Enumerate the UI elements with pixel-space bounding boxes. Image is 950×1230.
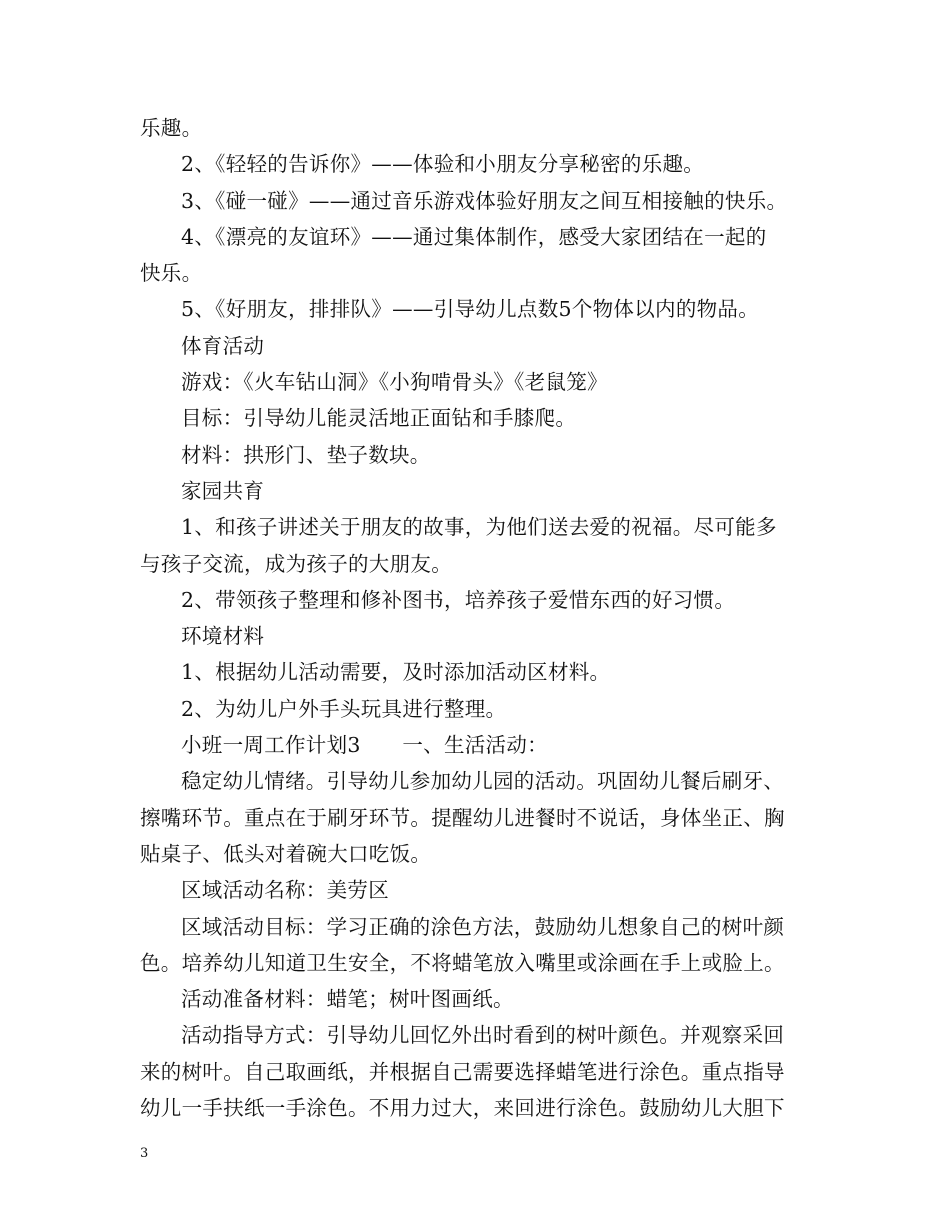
text-line: 活动准备材料：蜡笔；树叶图画纸。 xyxy=(181,987,514,1012)
text-line: 2、为幼儿户外手头玩具进行整理。 xyxy=(181,696,507,721)
text-line: 目标：引导幼儿能灵活地正面钻和手膝爬。 xyxy=(181,406,577,431)
text-line: 区域活动名称：美劳区 xyxy=(181,878,389,903)
text-line: 快乐。 xyxy=(140,261,203,286)
page-number: 3 xyxy=(140,1146,149,1161)
text-line: 2、《轻轻的告诉你》——体验和小朋友分享秘密的乐趣。 xyxy=(181,152,705,177)
text-line: 5、《好朋友，排排队》——引导幼儿点数5个物体以内的物品。 xyxy=(181,297,760,322)
text-line: 幼儿一手扶纸一手涂色。不用力过大，来回进行涂色。鼓励幼儿大胆下 xyxy=(140,1096,785,1121)
text-line: 游戏：《火车钻山洞》《小狗啃骨头》《老鼠笼》 xyxy=(181,370,608,395)
text-line: 区域活动目标：学习正确的涂色方法，鼓励幼儿想象自己的树叶颜 xyxy=(181,914,785,939)
text-line: 贴桌子、低头对着碗大口吃饭。 xyxy=(140,841,432,866)
text-line: 乐趣。 xyxy=(140,116,203,140)
text-line: 1、和孩子讲述关于朋友的故事，为他们送去爱的祝福。尽可能多 xyxy=(181,515,777,540)
text-line: 来的树叶。自己取画纸，并根据自己需要选择蜡笔进行涂色。重点指导 xyxy=(140,1059,785,1084)
text-line: 体育活动 xyxy=(181,333,265,358)
text-line: 2、带领孩子整理和修补图书，培养孩子爱惜东西的好习惯。 xyxy=(181,587,736,612)
text-line: 与孩子交流，成为孩子的大朋友。 xyxy=(140,551,452,576)
text-line: 1、根据幼儿活动需要，及时添加活动区材料。 xyxy=(181,660,611,685)
text-line: 3、《碰一碰》——通过音乐游戏体验好朋友之间互相接触的快乐。 xyxy=(181,188,788,213)
text-line: 小班一周工作计划3 一、生活活动： xyxy=(181,733,548,758)
text-line: 色。培养幼儿知道卫生安全，不将蜡笔放入嘴里或涂画在手上或脸上。 xyxy=(140,950,785,975)
text-line: 稳定幼儿情绪。引导幼儿参加幼儿园的活动。巩固幼儿餐后刷牙、 xyxy=(181,769,785,794)
text-line: 4、《漂亮的友谊环》——通过集体制作，感受大家团结在一起的 xyxy=(181,224,767,249)
body-text xyxy=(140,110,820,1126)
text-line: 活动指导方式：引导幼儿回忆外出时看到的树叶颜色。并观察采回 xyxy=(181,1023,785,1048)
text-line: 擦嘴环节。重点在于刷牙环节。提醒幼儿进餐时不说话，身体坐正、胸 xyxy=(140,805,785,830)
text-line: 环境材料 xyxy=(181,624,265,649)
text-line: 材料：拱形门、垫子数块。 xyxy=(181,442,431,467)
text-line: 家园共育 xyxy=(181,478,265,503)
